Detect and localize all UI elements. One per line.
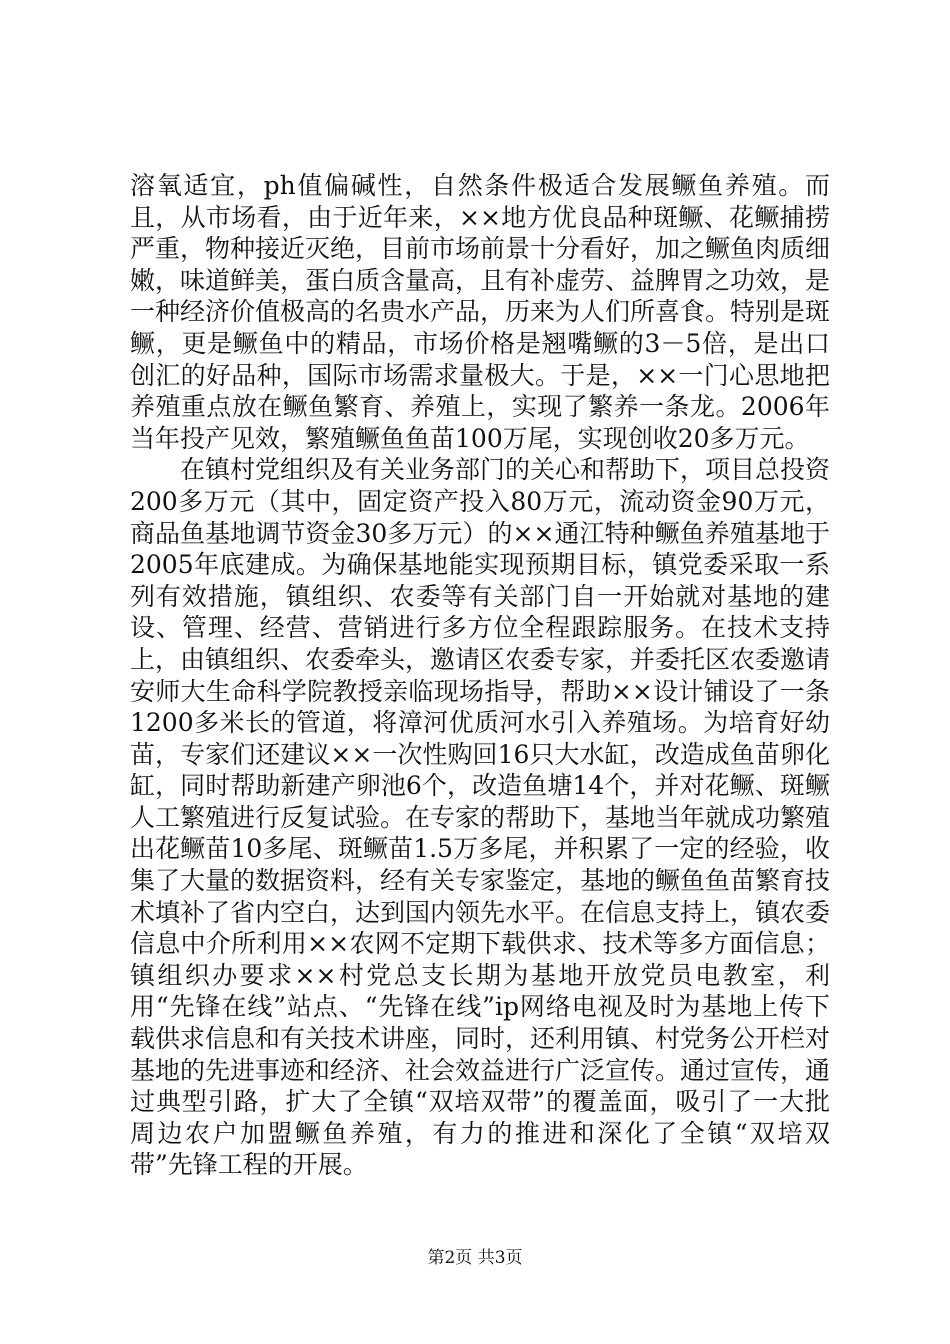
paragraph-1: 溶氧适宜，ph值偏碱性，自然条件极适合发展鳜鱼养殖。而且，从市场看，由于近年来，××地方优良品种斑鳜、花鳜捕捞严重，物种接近灭绝，目前市场前景十分看好，加之鳜鱼肉质细嫩，味道鲜美，蛋白质含量高，且有补虚劳、益脾胃之功效，是一种经济价值极高的名贵水产品，历来为人们所喜食。特别是斑鳜，更是鳜鱼中的精品，市场价格是翘嘴鳜的3－5倍，是出口创汇的好品种，国际市场需求量极大。于是，××一门心思地把养殖重点放在鳜鱼繁育、养殖上，实现了繁养一条龙。2006年当年投产见效，繁殖鳜鱼鱼苗100万尾，实现创收20多万元。 — [130, 171, 831, 453]
paragraph-2: 在镇村党组织及有关业务部门的关心和帮助下，项目总投资200多万元（其中，固定资产投入80万元，流动资金90万元，商品鱼基地调节资金30多万元）的××通江特种鳜鱼养殖基地于2005年底建成。为确保基地能实现预期目标，镇党委采取一系列有效措施，镇组织、农委等有关部门自一开始就对基地的建设、管理、经营、营销进行多方位全程跟踪服务。在技术支持上，由镇组织、农委牵头，邀请区农委专家，并委托区农委邀请安师大生命科学院教授亲临现场指导，帮助××设计铺设了一条1200多米长的管道，将漳河优质河水引入养殖场。为培育好幼苗，专家们还建议××一次性购回16只大水缸，改造成鱼苗卵化缸，同时帮助新建产卵池6个，改造鱼塘14个，并对花鳜、斑鳜人工繁殖进行反复试验。在专家的帮助下，基地当年就成功繁殖出花鳜苗10多尾、斑鳜苗1.5万多尾，并积累了一定的经验，收集了大量的数据资料，经有关专家鉴定，基地的鳜鱼鱼苗繁育技术填补了省内空白，达到国内领先水平。在信息支持上，镇农委信息中介所利用××农网不定期下载供求、技术等多方面信息；镇组织办要求××村党总支长期为基地开放党员电教室，利用“先锋在线”站点、“先锋在线”ip网络电视及时为基地上传下载供求信息和有关技术讲座，同时，还利用镇、村党务公开栏对基地的先进事迹和经济、社会效益进行广泛宣传。通过宣传，通过典型引路，扩大了全镇“双培双带”的覆盖面，吸引了一大批周边农户加盟鳜鱼养殖，有力的推进和深化了全镇“双培双带”先锋工程的开展。 — [130, 455, 831, 1180]
body-text — [130, 170, 830, 1181]
page-footer: 第2页 共3页 — [427, 1248, 523, 1268]
